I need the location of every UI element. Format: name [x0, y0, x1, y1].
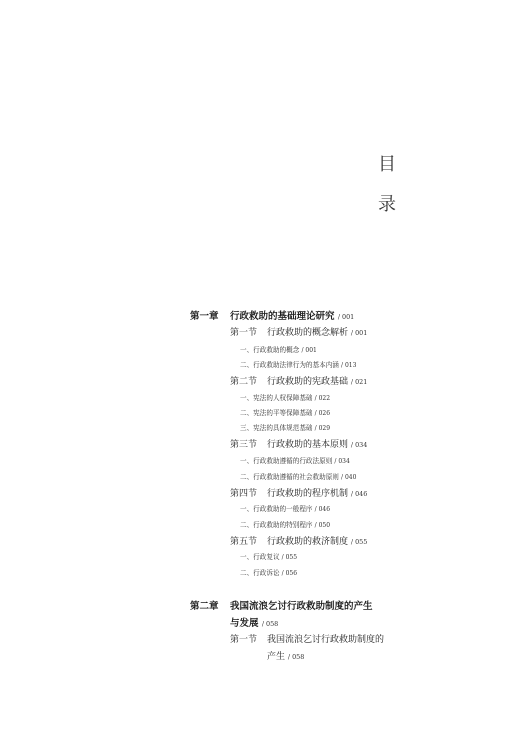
- page-number: / 021: [350, 378, 368, 386]
- toc-chapter-2[interactable]: [190, 598, 373, 612]
- section-title: 行政救助的救济制度: [267, 537, 349, 547]
- toc-section-1-3[interactable]: [230, 437, 367, 450]
- toc-section-1-1[interactable]: [230, 325, 367, 338]
- item-title: 二、宪法的平等保障基础: [240, 409, 313, 417]
- toc-section-1-2[interactable]: [230, 374, 367, 387]
- section-number: 第三节: [230, 440, 258, 450]
- page-number: / 046: [314, 506, 331, 513]
- chapter-title: 行政救助的基础理论研究: [230, 311, 335, 322]
- section-number: 第一节: [230, 635, 258, 645]
- chapter-title-line-2: 与发展: [230, 618, 259, 629]
- chapter-number: 第二章: [190, 601, 219, 612]
- toc-heading-char-mu: 目: [378, 154, 396, 175]
- section-title: 行政救助的程序机制: [267, 489, 349, 499]
- item-title: 一、宪法的人权保障基础: [240, 394, 313, 402]
- toc-item[interactable]: [240, 551, 297, 561]
- section-number: 第一节: [230, 328, 258, 338]
- toc-chapter-2-continued[interactable]: [230, 615, 278, 629]
- item-title: 二、行政诉讼: [240, 569, 280, 577]
- toc-item[interactable]: [240, 422, 330, 432]
- page-number: / 029: [314, 425, 331, 432]
- item-title: 一、行政救助遵循的行政法原则: [240, 457, 333, 465]
- item-title: 一、行政救助的一般程序: [240, 505, 313, 513]
- toc-heading-char-lu: 录: [378, 194, 396, 215]
- item-title: 一、行政复议: [240, 553, 280, 561]
- toc-section-1-5[interactable]: [230, 534, 367, 547]
- section-number: 第二节: [230, 377, 258, 387]
- item-title: 三、宪法的具体规范基础: [240, 424, 313, 432]
- toc-item[interactable]: [240, 567, 297, 577]
- toc-item[interactable]: [240, 519, 330, 529]
- toc-item[interactable]: [240, 455, 350, 465]
- toc-section-2-1[interactable]: [230, 632, 384, 645]
- chapter-title-line-1: 我国流浪乞讨行政救助制度的产生: [230, 601, 373, 612]
- page-number: / 034: [350, 441, 368, 449]
- section-title-line-1: 我国流浪乞讨行政救助制度的: [267, 635, 385, 645]
- toc-item[interactable]: [240, 359, 356, 369]
- section-title: 行政救助的概念解析: [267, 328, 349, 338]
- page-number: / 050: [314, 522, 331, 529]
- item-title: 二、行政救助的特别程序: [240, 521, 313, 529]
- page-number: / 013: [341, 362, 357, 369]
- section-title: 行政救助的宪政基础: [267, 377, 349, 387]
- page-number: / 040: [341, 474, 357, 481]
- page-number: / 058: [261, 620, 279, 628]
- page-number: / 058: [287, 653, 305, 661]
- page-number: / 022: [314, 395, 331, 402]
- page-number: / 001: [337, 313, 355, 321]
- section-title: 行政救助的基本原则: [267, 440, 349, 450]
- chapter-number: 第一章: [190, 311, 219, 322]
- page-number: / 026: [314, 410, 331, 417]
- page-number: / 046: [350, 490, 368, 498]
- page-number: / 001: [350, 329, 368, 337]
- page-number: / 055: [350, 538, 368, 546]
- toc-section-2-1-continued[interactable]: [267, 649, 304, 662]
- section-number: 第五节: [230, 537, 258, 547]
- page-number: / 034: [334, 458, 350, 465]
- toc-item[interactable]: [240, 344, 317, 354]
- item-title: 二、行政救助遵循的社会救助原则: [240, 473, 339, 481]
- item-title: 一、行政救助的概念: [240, 346, 300, 354]
- toc-chapter-1[interactable]: [190, 308, 354, 322]
- toc-item[interactable]: [240, 392, 330, 402]
- page-number: / 001: [301, 347, 317, 354]
- toc-item[interactable]: [240, 503, 330, 513]
- section-title-line-2: 产生: [267, 652, 286, 662]
- page-number: / 056: [281, 570, 298, 577]
- page-number: / 055: [281, 554, 298, 561]
- item-title: 二、行政救助法律行为的基本内涵: [240, 361, 339, 369]
- toc-section-1-4[interactable]: [230, 486, 367, 499]
- section-number: 第四节: [230, 489, 258, 499]
- toc-item[interactable]: [240, 407, 330, 417]
- toc-item[interactable]: [240, 471, 356, 481]
